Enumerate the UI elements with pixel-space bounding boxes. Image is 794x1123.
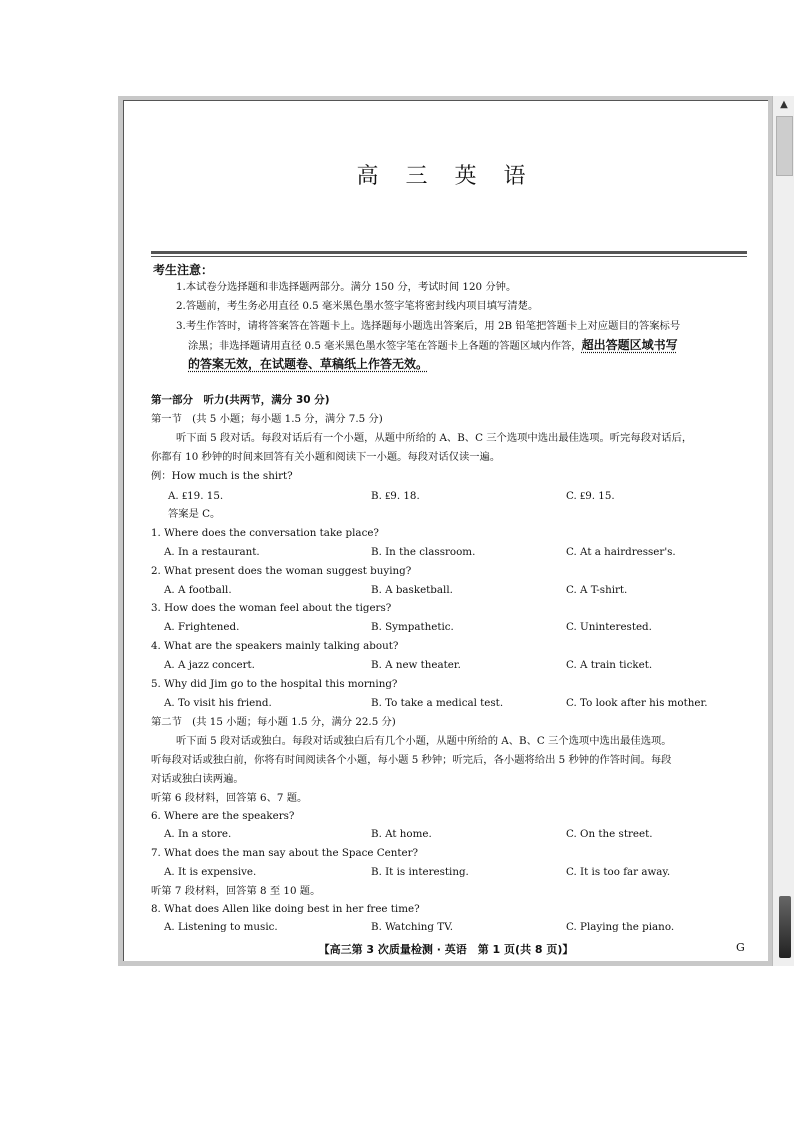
exam-page [123,100,768,961]
option-c: C. ₤9. 15. [566,490,615,502]
option-c: C. It is too far away. [566,866,671,878]
option-b: B. Sympathetic. [371,621,454,633]
material-label: 听第 6 段材料，回答第 6、7 题。 [151,792,308,804]
header-rule-thin [151,256,747,257]
option-a: A. Listening to music. [164,921,278,933]
vertical-scrollbar[interactable] [772,96,794,966]
option-a: A. Frightened. [164,621,240,633]
side-panel-handle[interactable] [779,896,791,958]
section-heading: 第二节 (共 15 小题；每小题 1.5 分，满分 22.5 分) [151,716,396,728]
question: 6. Where are the speakers? [151,810,295,822]
example-answer: 答案是 C。 [168,508,221,520]
header-rule-thick [151,251,747,254]
option-a: A. A jazz concert. [164,659,255,671]
option-c: C. A train ticket. [566,659,653,671]
option-b: B. A new theater. [371,659,461,671]
question: 8. What does Allen like doing best in her free time? [151,903,420,915]
question: 3. How does the woman feel about the tigers? [151,602,392,614]
option-c: C. At a hairdresser's. [566,546,676,558]
part-heading: 第一部分 听力(共两节，满分 30 分) [151,394,330,406]
example-question: 例：How much is the shirt? [151,470,293,482]
option-a: A. To visit his friend. [164,697,272,709]
instructions: 听下面 5 段对话或独白。每段对话或独白后有几个小题，从题中所给的 A、B、C 三个选项中选出最佳选项。 [176,735,672,747]
option-b: B. Watching TV. [371,921,454,933]
material-label: 听第 7 段材料，回答第 8 至 10 题。 [151,885,321,897]
option-c: C. Playing the piano. [566,921,675,933]
notice-emphasis: 的答案无效，在试题卷、草稿纸上作答无效。 [188,357,429,371]
section-heading: 第一节 (共 5 小题；每小题 1.5 分，满分 7.5 分) [151,413,383,425]
option-b: B. A basketball. [371,584,453,596]
notice-item: 3.考生作答时，请将答案答在答题卡上。选择题每小题选出答案后，用 2B 铅笔把答题卡上对应题目的答案标号 [176,320,681,332]
option-b: B. It is interesting. [371,866,469,878]
option-b: B. To take a medical test. [371,697,504,709]
option-a: A. It is expensive. [164,866,257,878]
instructions: 你都有 10 秒钟的时间来回答有关小题和阅读下一小题。每段对话仅读一遍。 [151,451,501,463]
option-c: C. A T-shirt. [566,584,628,596]
footer-code: G [736,941,745,954]
scroll-thumb[interactable] [776,116,793,176]
question: 7. What does the man say about the Space Center? [151,847,419,859]
option-a: A. A football. [164,584,232,596]
question: 1. Where does the conversation take place? [151,527,379,539]
instructions: 听每段对话或独白前，你将有时间阅读各个小题，每小题 5 秒钟；听完后，各小题将给出 5 秒钟的作答时间。每段 [151,754,672,766]
option-c: C. To look after his mother. [566,697,708,709]
scroll-up-icon[interactable]: ▲ [780,99,788,110]
notice-item: 2.答题前，考生务必用直径 0.5 毫米黑色墨水签字笔将密封线内项目填写清楚。 [176,300,539,312]
option-c: C. On the street. [566,828,653,840]
question: 2. What present does the woman suggest buying? [151,565,412,577]
option-a: A. In a store. [164,828,232,840]
notice-item: 1.本试卷分选择题和非选择题两部分。满分 150 分，考试时间 120 分钟。 [176,281,517,293]
page-footer: 【高三第 3 次质量检测 · 英语 第 1 页(共 8 页)】 [318,943,574,956]
page-title: 高 三 英 语 [356,164,536,189]
instructions: 对话或独白读两遍。 [151,773,244,785]
option-c: C. Uninterested. [566,621,652,633]
notice-heading: 考生注意： [153,263,214,277]
option-b: B. In the classroom. [371,546,476,558]
question: 5. Why did Jim go to the hospital this morning? [151,678,398,690]
question: 4. What are the speakers mainly talking about? [151,640,399,652]
option-a: A. ₤19. 15. [168,490,224,502]
notice-emphasis: 超出答题区域书写 [581,338,678,352]
instructions: 听下面 5 段对话。每段对话后有一个小题，从题中所给的 A、B、C 三个选项中选出最佳选项。听完每段对话后， [176,432,693,444]
notice-item [188,338,678,353]
notice-text: 涂黑；非选择题请用直径 0.5 毫米黑色墨水签字笔在答题卡上各题的答题区域内作答， [188,340,582,352]
option-b: B. ₤9. 18. [371,490,420,502]
option-a: A. In a restaurant. [164,546,260,558]
option-b: B. At home. [371,828,432,840]
document-viewer [118,96,794,966]
